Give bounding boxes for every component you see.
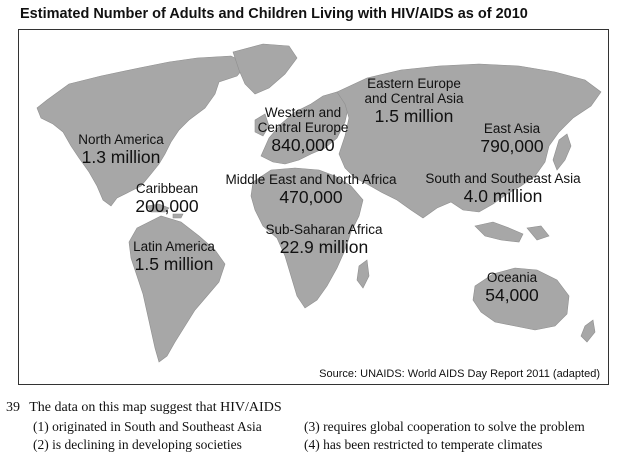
region-western-central-europe — [245, 106, 361, 155]
answer-choice-1[interactable]: (1) originated in South and Southeast Asia — [33, 419, 262, 434]
landmass-south-america — [129, 216, 225, 362]
region-latin-america — [119, 240, 229, 274]
region-oceania — [467, 271, 557, 305]
region-name: South and Southeast Asia — [425, 171, 581, 186]
region-name: Latin America — [133, 239, 215, 254]
region-south-southeast-asia — [413, 172, 593, 206]
region-name: North America — [78, 132, 164, 147]
answer-choice-4[interactable]: (4) has been restricted to temperate climates — [304, 437, 543, 452]
world-map-landmasses — [19, 30, 610, 386]
region-eastern-europe-central-asia — [354, 77, 474, 126]
answer-choice-2[interactable]: (2) is declining in developing societies — [33, 437, 242, 452]
region-value: 1.5 million — [374, 105, 454, 126]
region-name: Caribbean — [135, 181, 199, 196]
region-north-america — [63, 133, 179, 167]
question-stem: The data on this map suggest that HIV/AIDS — [29, 400, 282, 415]
region-value: 200,000 — [135, 195, 199, 216]
landmass-greenland — [233, 44, 297, 94]
region-value: 790,000 — [480, 135, 544, 156]
region-caribbean — [125, 182, 209, 216]
region-sub-saharan-africa — [249, 223, 399, 257]
region-value: 4.0 million — [463, 185, 543, 206]
region-east-asia — [467, 122, 557, 156]
region-name: Sub-Saharan Africa — [265, 222, 383, 237]
answer-choice-3[interactable]: (3) requires global cooperation to solve the problem — [304, 419, 585, 434]
region-value: 1.5 million — [134, 253, 214, 274]
question-number: 39 — [6, 400, 20, 415]
question-block — [6, 400, 616, 455]
region-value: 22.9 million — [279, 236, 369, 257]
map-title: Estimated Number of Adults and Children Living with HIV/AIDS as of 2010 — [20, 6, 528, 22]
source-caption: Source: UNAIDS: World AIDS Day Report 2011 (adapted) — [319, 368, 600, 380]
region-name: Middle East and North Africa — [225, 172, 397, 187]
landmass-madagascar — [357, 260, 369, 288]
region-name: East Asia — [483, 121, 541, 136]
region-value: 1.3 million — [81, 146, 161, 167]
world-map — [18, 29, 609, 385]
region-middle-east-north-africa — [211, 173, 411, 207]
answer-choices — [6, 419, 616, 455]
region-value: 840,000 — [271, 134, 335, 155]
region-name: Western and Central Europe — [257, 105, 349, 135]
region-name: Eastern Europe and Central Asia — [364, 76, 464, 106]
landmass-se-asia-islands — [475, 222, 549, 242]
region-value: 54,000 — [485, 284, 539, 305]
question-stem-line — [6, 400, 616, 416]
landmass-new-zealand — [581, 320, 595, 342]
region-value: 470,000 — [279, 186, 343, 207]
region-name: Oceania — [486, 270, 538, 285]
